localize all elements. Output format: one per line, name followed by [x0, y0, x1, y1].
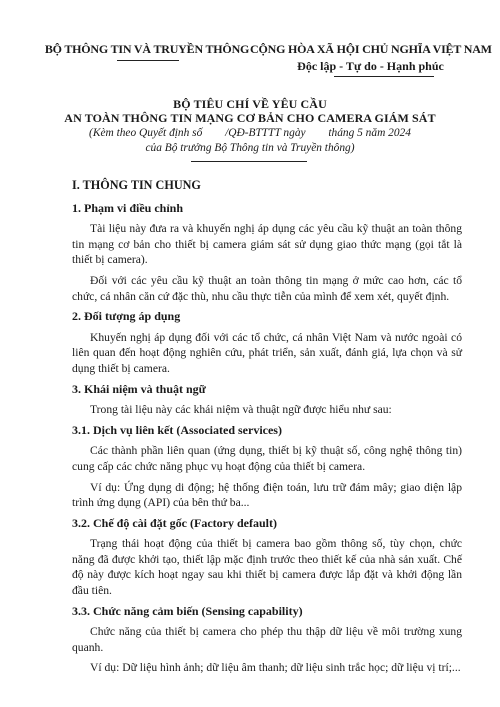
paragraph: Các thành phần liên quan (ứng dụng, thiết bị kỹ thuật số, công nghệ thông tin) cung cấp các chức năng phục vụ hoạt động của thiết bị camera. — [72, 444, 462, 473]
document-body — [72, 178, 462, 681]
document-subtitle-line1: (Kèm theo Quyết định số /QĐ-BTTTT ngày tháng 5 năm 2024 — [89, 127, 411, 139]
section-heading: I. THÔNG TIN CHUNG — [72, 178, 201, 192]
paragraph: Ví dụ: Dữ liệu hình ảnh; dữ liệu âm thanh; dữ liệu sinh trắc học; dữ liệu vị trí;... — [90, 661, 461, 675]
paragraph: Trạng thái hoạt động của thiết bị camera bao gồm thông số, tùy chọn, chức năng đã được khởi tạo, thiết lập mặc định trước theo thiết kế của nhà sản xuất. Chế độ này được kích hoạt ngay sau khi thiết bị camera được lắp đặt và khởi động lần đầu tiên. — [72, 537, 462, 598]
term-heading: 3.2. Chế độ cài đặt gốc (Factory default) — [72, 515, 277, 530]
national-header — [250, 42, 492, 74]
subtitle-underline — [191, 161, 307, 162]
paragraph: Chức năng của thiết bị camera cho phép thu thập dữ liệu về môi trường xung quanh. — [72, 625, 462, 654]
subsection-heading: 1. Phạm vi điều chỉnh — [72, 200, 184, 215]
subsection-heading: 2. Đối tượng áp dụng — [72, 309, 181, 324]
term-heading: 3.1. Dịch vụ liên kết (Associated services) — [72, 422, 282, 437]
agency-underline — [117, 60, 179, 61]
paragraph: Tài liệu này đưa ra và khuyến nghị áp dụng các yêu cầu kỹ thuật an toàn thông tin mạng cơ bản cho thiết bị camera giám sát sử dụng giao thức mạng (gọi tắt là thiết bị camera). — [72, 222, 462, 267]
subsection-heading: 3. Khái niệm và thuật ngữ — [72, 381, 206, 396]
document-subtitle-line2: của Bộ trưởng Bộ Thông tin và Truyền thông) — [145, 142, 355, 154]
paragraph: Trong tài liệu này các khái niệm và thuật ngữ được hiểu như sau: — [90, 403, 392, 417]
agency-header — [42, 42, 252, 57]
document-title-line1: BỘ TIÊU CHÍ VỀ YÊU CẦU — [173, 97, 327, 111]
country-name: CỘNG HÒA XÃ HỘI CHỦ NGHĨA VIỆT NAM — [250, 42, 492, 56]
paragraph: Ví dụ: Ứng dụng di động; hệ thống điện toán, lưu trữ đám mây; giao diện lập trình ứng dụng (API) của bên thứ ba... — [72, 480, 462, 510]
national-motto: Độc lập - Tự do - Hạnh phúc — [297, 59, 444, 73]
paragraph: Đối với các yêu cầu kỹ thuật an toàn thông tin mạng ở mức cao hơn, các tổ chức, cá nhân căn cứ đặc thù, nhu cầu thực tiễn của mình để xem xét, quyết định. — [72, 273, 462, 303]
term-heading: 3.3. Chức năng cảm biến (Sensing capability) — [72, 603, 303, 618]
document-title-line2: AN TOÀN THÔNG TIN MẠNG CƠ BẢN CHO CAMERA GIÁM SÁT — [64, 111, 436, 125]
agency-name: BỘ THÔNG TIN VÀ TRUYỀN THÔNG — [44, 42, 250, 56]
motto-underline — [334, 76, 434, 77]
paragraph: Khuyến nghị áp dụng đối với các tổ chức, cá nhân Việt Nam và nước ngoài có liên quan đến hoạt động nghiên cứu, phát triển, sản xuất, đánh giá, lựa chọn và sử dụng thiết bị camera. — [72, 330, 462, 375]
